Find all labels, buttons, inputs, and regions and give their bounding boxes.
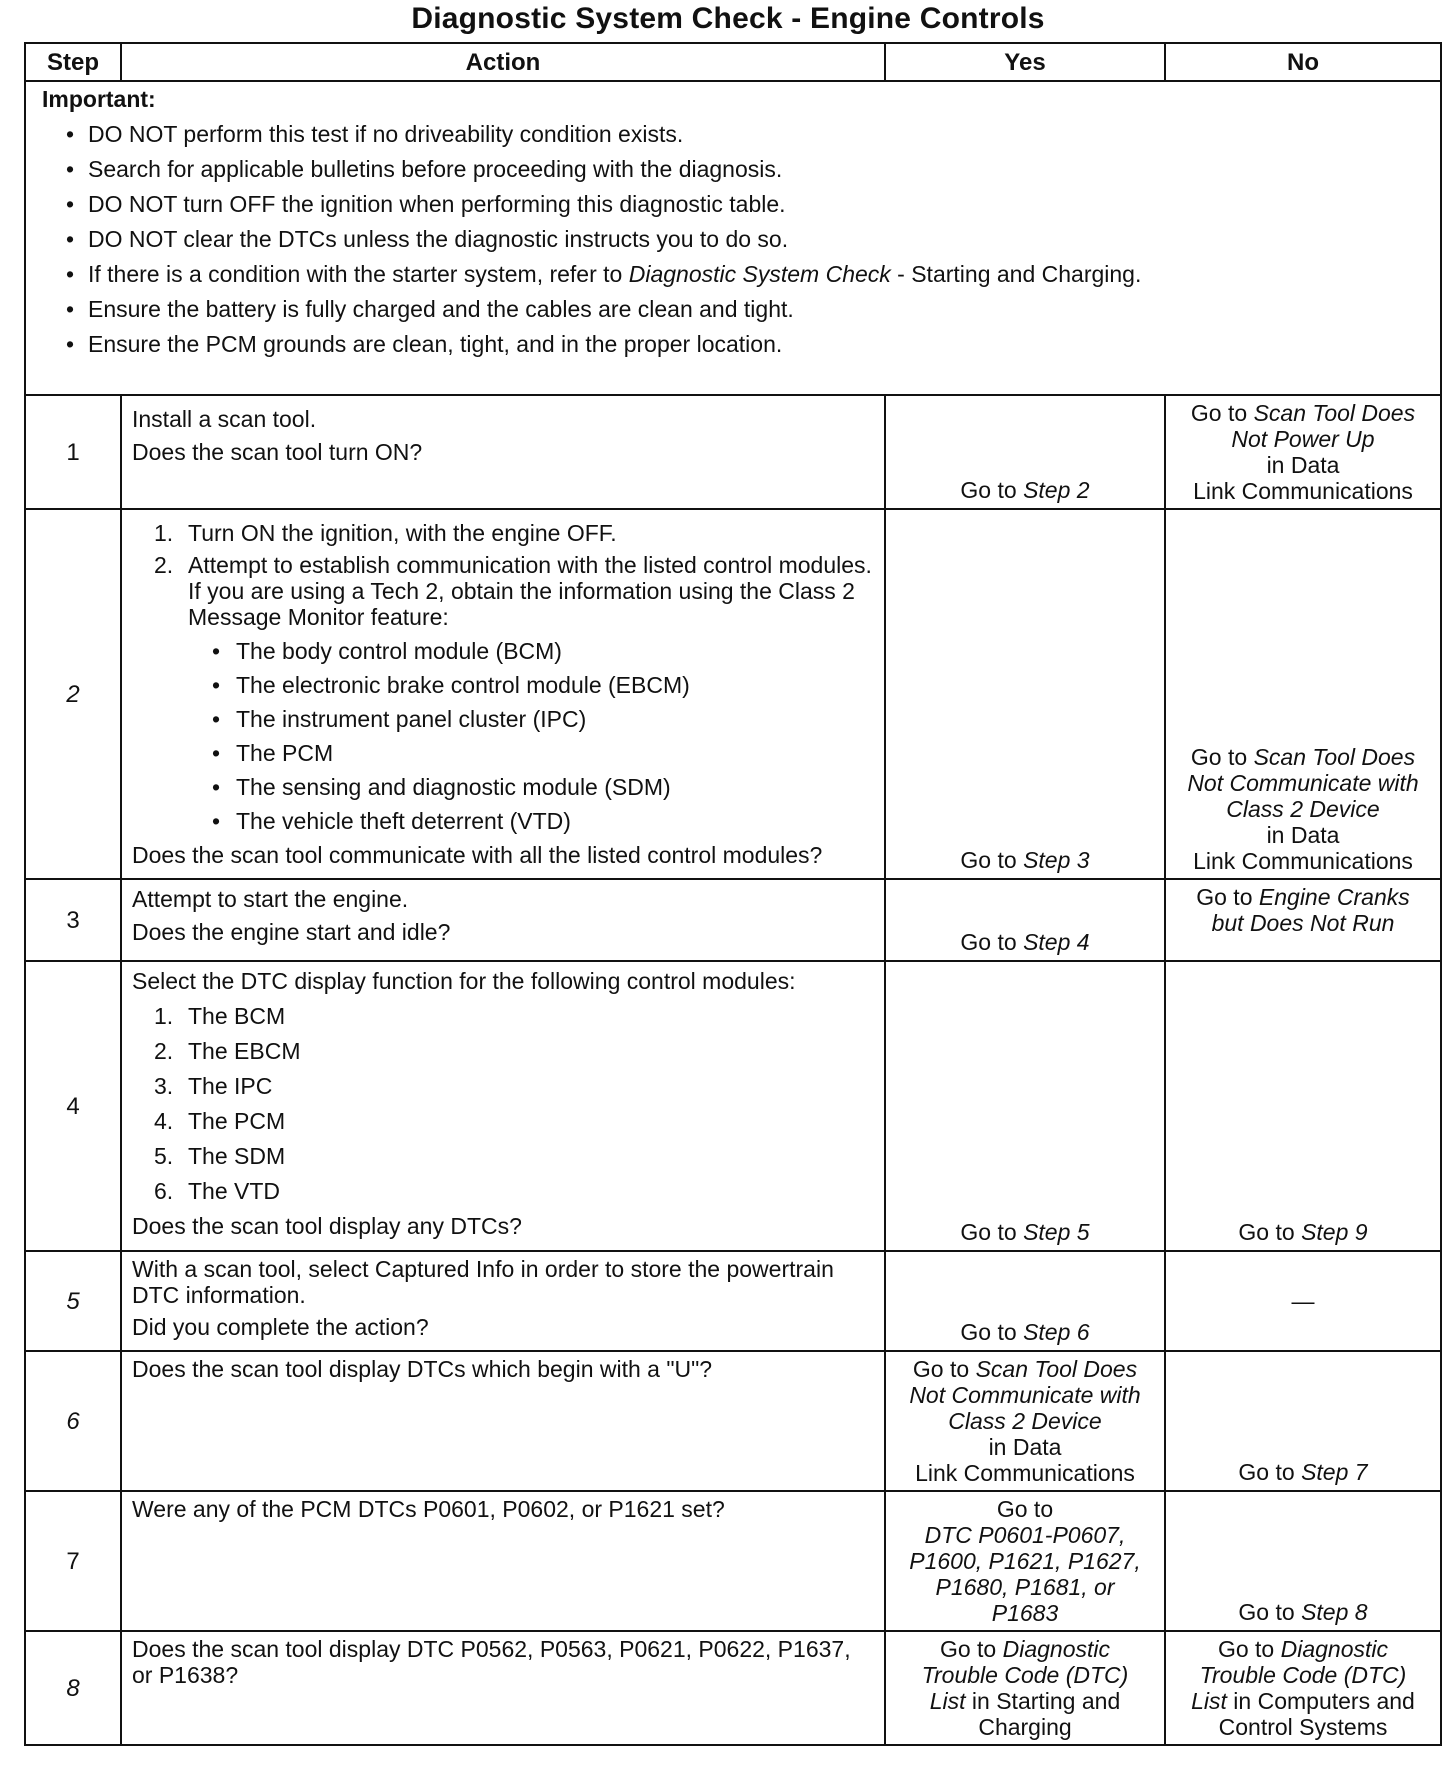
no-text: Link Communications xyxy=(1193,478,1413,504)
no-link: List xyxy=(1191,1688,1227,1714)
no-cell xyxy=(1165,1491,1441,1631)
table-row xyxy=(25,1351,1441,1491)
no-link: Diagnostic xyxy=(1280,1636,1389,1662)
list-item: • Ensure the battery is fully charged and the cables are clean and tight. xyxy=(42,296,1424,323)
list-item xyxy=(42,261,1424,288)
no-text: in Computers and xyxy=(1226,1688,1415,1714)
no-link: Step 9 xyxy=(1301,1219,1368,1245)
item-text: The VTD xyxy=(188,1178,281,1204)
yes-text: Go to xyxy=(960,1319,1024,1345)
item-text: The BCM xyxy=(188,1003,286,1029)
yes-cell xyxy=(885,1351,1165,1491)
step-number-text: 5 xyxy=(66,1287,80,1315)
header-no: No xyxy=(1165,43,1441,81)
yes-link: Class 2 Device xyxy=(948,1408,1102,1434)
no-cell xyxy=(1165,1351,1441,1491)
no-link: Trouble Code (DTC) xyxy=(1199,1662,1407,1688)
action-question: Does the scan tool communicate with all the listed control modules? xyxy=(132,842,823,868)
no-link: Not Communicate with xyxy=(1187,770,1419,796)
table-row xyxy=(25,879,1441,961)
module-list xyxy=(132,638,874,834)
item-text: The IPC xyxy=(188,1073,273,1099)
yes-text: in Starting and xyxy=(965,1688,1121,1714)
yes-text: Go to xyxy=(939,1636,1003,1662)
yes-cell xyxy=(885,1251,1165,1351)
yes-link: Not Communicate with xyxy=(909,1382,1141,1408)
action-question: Does the engine start and idle? xyxy=(132,919,451,945)
item-text: If there is a condition with the starter system, refer to xyxy=(88,261,629,287)
yes-link: Trouble Code (DTC) xyxy=(921,1662,1129,1688)
yes-text: Go to xyxy=(996,1496,1054,1522)
no-link: Scan Tool Does xyxy=(1253,744,1416,770)
step-number xyxy=(25,509,121,879)
action-question: Did you complete the action? xyxy=(132,1314,429,1340)
important-cell xyxy=(25,81,1441,395)
no-cell xyxy=(1165,1631,1441,1745)
action-question: Does the scan tool turn ON? xyxy=(132,439,423,465)
no-link: Not Power Up xyxy=(1231,426,1375,452)
step-number: 4 xyxy=(25,961,121,1251)
no-text: Go to xyxy=(1238,1599,1302,1625)
yes-link: P1683 xyxy=(991,1600,1059,1626)
no-cell xyxy=(1165,509,1441,879)
yes-link: Step 6 xyxy=(1023,1319,1090,1345)
action-question: Does the scan tool display DTCs which begin with a "U"? xyxy=(132,1356,713,1382)
no-cell xyxy=(1165,395,1441,509)
no-link: Class 2 Device xyxy=(1226,796,1380,822)
action-text: Install a scan tool. xyxy=(132,406,317,432)
yes-cell xyxy=(885,1631,1165,1745)
item-text: The SDM xyxy=(188,1143,286,1169)
list-item: • The body control module (BCM) xyxy=(132,638,874,664)
no-link: Step 7 xyxy=(1301,1459,1368,1485)
important-row xyxy=(25,81,1441,395)
list-item: 2. The EBCM xyxy=(154,1038,301,1064)
table-row xyxy=(25,1251,1441,1351)
no-text: in Data xyxy=(1266,452,1340,478)
action-cell xyxy=(121,1251,885,1351)
list-item: 3. The IPC xyxy=(154,1073,273,1099)
module-list xyxy=(132,1003,874,1205)
table-row xyxy=(25,509,1441,879)
step-number xyxy=(25,1251,121,1351)
action-list xyxy=(132,520,874,630)
list-item: 4. The PCM xyxy=(154,1108,286,1134)
item-text: Turn ON the ignition, with the engine OFF. xyxy=(188,520,617,546)
action-cell xyxy=(121,961,885,1251)
list-item: • The PCM xyxy=(132,740,874,766)
step-number xyxy=(25,1351,121,1491)
yes-cell xyxy=(885,395,1165,509)
no-link: Engine Cranks xyxy=(1258,884,1410,910)
step-number: 7 xyxy=(25,1491,121,1631)
no-link: Step 8 xyxy=(1301,1599,1368,1625)
yes-link: List xyxy=(929,1688,966,1714)
yes-cell xyxy=(885,1491,1165,1631)
header-row xyxy=(25,43,1441,81)
no-text: Control Systems xyxy=(1218,1714,1388,1740)
header-yes: Yes xyxy=(885,43,1165,81)
important-label: Important: xyxy=(42,86,156,112)
no-text: Go to xyxy=(1190,744,1254,770)
no-cell: — xyxy=(1165,1251,1441,1351)
action-text: Attempt to start the engine. xyxy=(132,886,409,912)
no-link: but Does Not Run xyxy=(1211,910,1395,936)
yes-text: Go to xyxy=(960,477,1024,503)
no-text: Go to xyxy=(1217,1636,1281,1662)
yes-text: Link Communications xyxy=(915,1460,1135,1486)
header-step: Step xyxy=(25,43,121,81)
yes-text: Go to xyxy=(960,847,1024,873)
list-item: • DO NOT clear the DTCs unless the diagnostic instructs you to do so. xyxy=(42,226,1424,253)
item-text: The PCM xyxy=(188,1108,286,1134)
list-item: 5. The SDM xyxy=(154,1143,286,1169)
page-title: Diagnostic System Check - Engine Controls xyxy=(411,2,1045,35)
list-item: • The sensing and diagnostic module (SDM) xyxy=(132,774,874,800)
no-text: Go to xyxy=(1190,400,1254,426)
step-number: 1 xyxy=(25,395,121,509)
yes-link: Scan Tool Does xyxy=(975,1356,1138,1382)
action-cell xyxy=(121,1351,885,1491)
yes-link: Step 5 xyxy=(1023,1219,1090,1245)
yes-text: Go to xyxy=(960,1219,1024,1245)
no-text: Link Communications xyxy=(1193,848,1413,874)
item-link-text: Diagnostic System Check xyxy=(628,261,891,287)
yes-cell xyxy=(885,961,1165,1251)
yes-cell xyxy=(885,879,1165,961)
list-item: 1. The BCM xyxy=(154,1003,286,1029)
yes-text: Go to xyxy=(912,1356,976,1382)
item-text: Attempt to establish communication with the listed control modules. If you are using a Tech 2, obtain the information using the Class 2 Message Monitor feature: xyxy=(188,552,872,630)
no-cell xyxy=(1165,961,1441,1251)
list-item: • The instrument panel cluster (IPC) xyxy=(132,706,874,732)
no-link: Scan Tool Does xyxy=(1253,400,1416,426)
action-question: Were any of the PCM DTCs P0601, P0602, or P1621 set? xyxy=(132,1496,725,1522)
table-row xyxy=(25,1491,1441,1631)
action-text: Select the DTC display function for the following control modules: xyxy=(132,968,796,994)
no-text: Go to xyxy=(1196,884,1259,910)
yes-link: Step 2 xyxy=(1023,477,1090,503)
action-cell xyxy=(121,509,885,879)
diagnostic-table xyxy=(24,42,1442,1746)
action-cell xyxy=(121,395,885,509)
action-text: With a scan tool, select Captured Info in order to store the powertrain DTC information. xyxy=(132,1256,834,1308)
no-text: Go to xyxy=(1238,1219,1302,1245)
step-number-text: 8 xyxy=(66,1674,80,1702)
action-question: Does the scan tool display any DTCs? xyxy=(132,1213,522,1239)
yes-link: P1600, P1621, P1627, xyxy=(909,1548,1141,1574)
no-text: in Data xyxy=(1266,822,1340,848)
step-number: 3 xyxy=(25,879,121,961)
step-number-text: 6 xyxy=(66,1407,80,1435)
yes-text: in Data xyxy=(988,1434,1062,1460)
yes-link: P1680, P1681, or xyxy=(935,1574,1115,1600)
action-cell xyxy=(121,1631,885,1745)
item-text: The EBCM xyxy=(188,1038,301,1064)
table-row xyxy=(25,1631,1441,1745)
action-question: Does the scan tool display DTC P0562, P0563, P0621, P0622, P1637, or P1638? xyxy=(132,1636,851,1688)
list-item: 2. Attempt to establish communication with the listed control modules. If you are using a Tech 2, obtain the information using the Class 2 Message Monitor feature: xyxy=(154,552,872,630)
list-item: • The vehicle theft deterrent (VTD) xyxy=(132,808,874,834)
yes-cell xyxy=(885,509,1165,879)
list-item: • DO NOT perform this test if no driveability condition exists. xyxy=(42,121,1424,148)
list-item: • Ensure the PCM grounds are clean, tight, and in the proper location. xyxy=(42,331,1424,358)
table-row xyxy=(25,961,1441,1251)
yes-link: Step 4 xyxy=(1023,929,1090,955)
item-text: - Starting and Charging. xyxy=(890,261,1142,287)
step-number-text: 2 xyxy=(66,680,80,708)
yes-text: Go to xyxy=(960,929,1024,955)
no-cell xyxy=(1165,879,1441,961)
list-item: 6. The VTD xyxy=(154,1178,281,1204)
action-cell xyxy=(121,1491,885,1631)
important-list xyxy=(42,121,1424,358)
header-action: Action xyxy=(121,43,885,81)
step-number xyxy=(25,1631,121,1745)
no-text: Go to xyxy=(1238,1459,1302,1485)
list-item: • The electronic brake control module (EBCM) xyxy=(132,672,874,698)
action-cell xyxy=(121,879,885,961)
yes-link: Step 3 xyxy=(1023,847,1090,873)
yes-text: Charging xyxy=(978,1714,1072,1740)
list-item: • Search for applicable bulletins before proceeding with the diagnosis. xyxy=(42,156,1424,183)
table-row xyxy=(25,395,1441,509)
yes-link: Diagnostic xyxy=(1002,1636,1111,1662)
list-item: 1. Turn ON the ignition, with the engine OFF. xyxy=(154,520,617,546)
yes-link: DTC P0601-P0607, xyxy=(924,1522,1126,1548)
list-item: • DO NOT turn OFF the ignition when performing this diagnostic table. xyxy=(42,191,1424,218)
